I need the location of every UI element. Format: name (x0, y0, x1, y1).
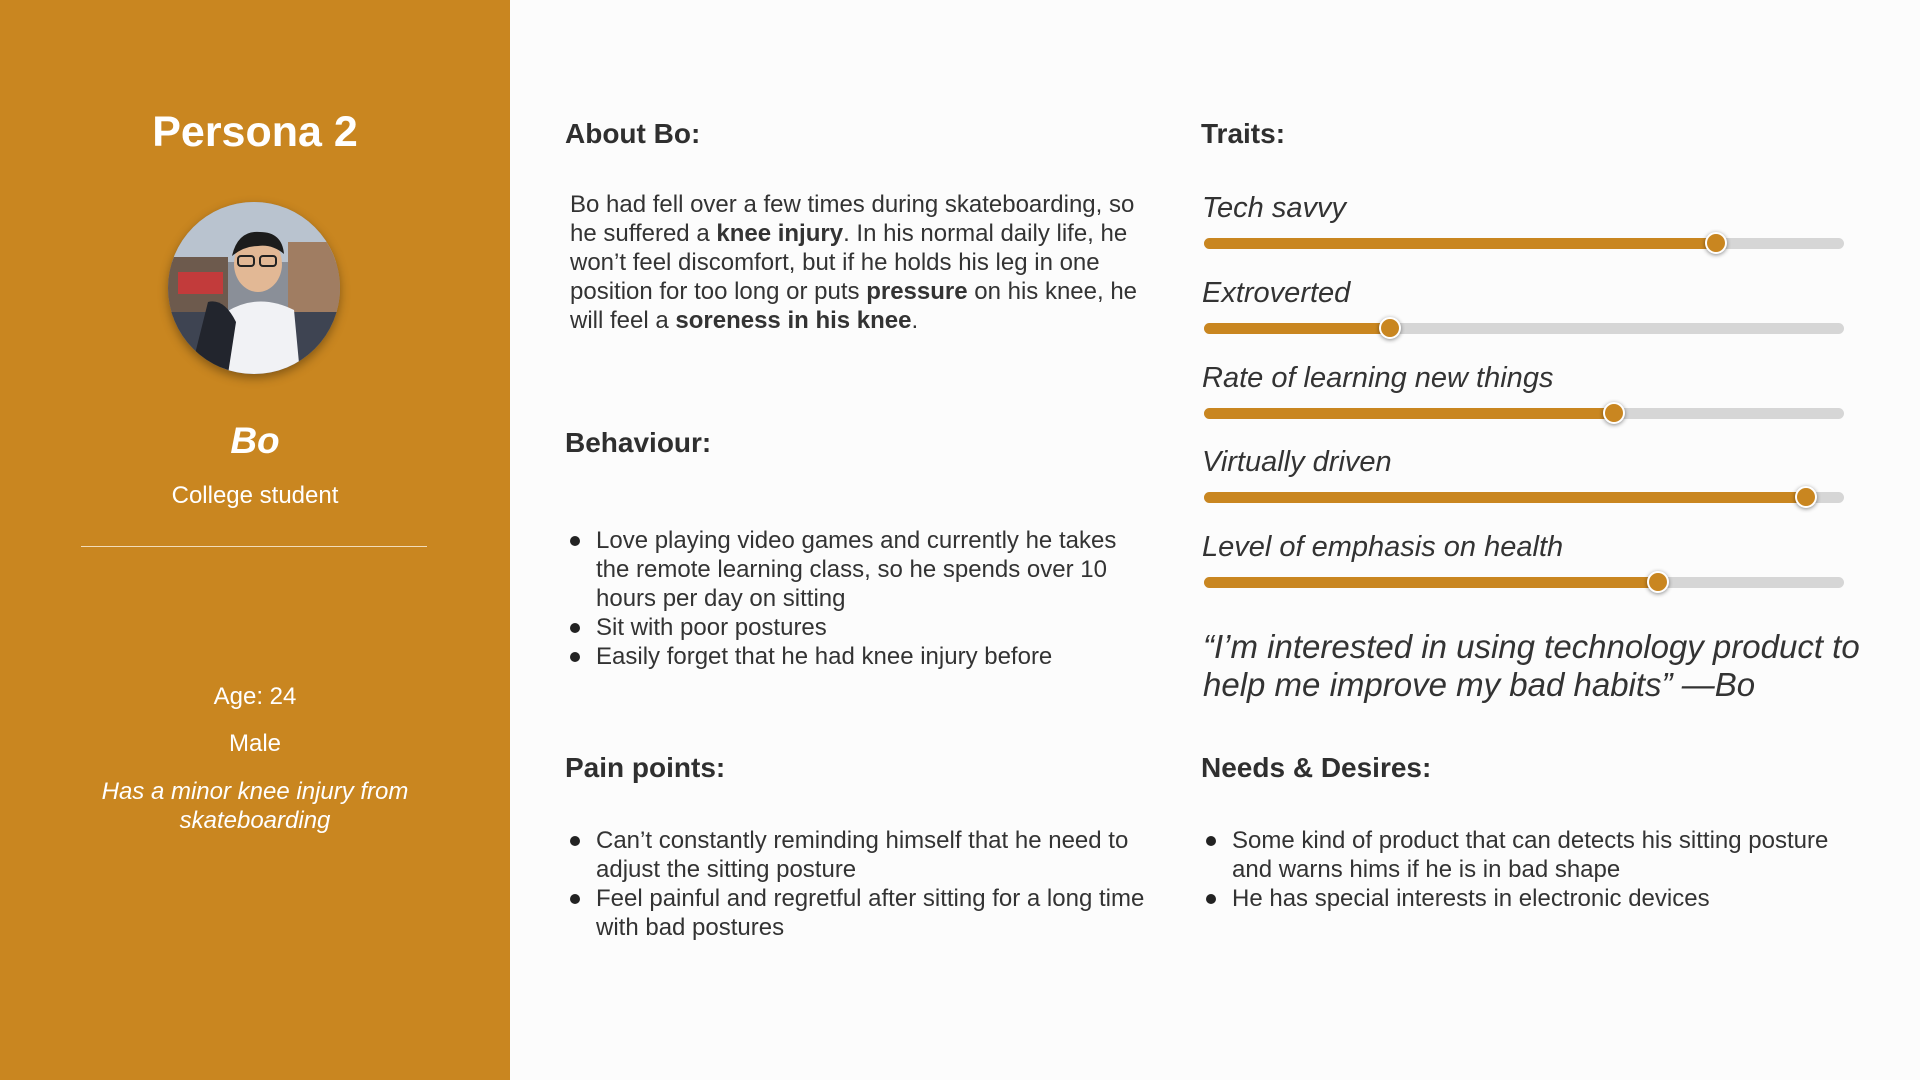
about-text-bold: soreness in his knee (675, 307, 912, 334)
trait-label: Extroverted (1202, 277, 1351, 309)
trait-health-emphasis (1202, 531, 1842, 606)
trait-slider-track (1204, 492, 1844, 503)
trait-label: Virtually driven (1202, 446, 1392, 478)
about-heading: About Bo: (565, 118, 701, 149)
trait-label: Tech savvy (1202, 192, 1346, 224)
persona-title: Persona 2 (152, 108, 358, 156)
behaviour-heading: Behaviour: (565, 427, 712, 458)
needs-heading: Needs & Desires: (1201, 752, 1432, 783)
traits-heading: Traits: (1201, 118, 1286, 149)
trait-slider-track (1204, 408, 1844, 419)
trait-virtually-driven (1202, 446, 1842, 521)
trait-slider-handle[interactable] (1647, 571, 1669, 593)
trait-slider-track (1204, 577, 1844, 588)
about-text-part: on his knee, he will feel a (570, 278, 1138, 334)
trait-slider-fill (1204, 238, 1716, 249)
about-text (570, 190, 1148, 335)
list-item: Sit with poor postures (566, 613, 1156, 642)
persona-name: Bo (230, 420, 280, 461)
list-item: He has special interests in electronic devices (1202, 884, 1862, 913)
trait-slider-handle[interactable] (1795, 486, 1817, 508)
person-photo-icon (168, 202, 340, 374)
trait-slider-track (1204, 238, 1844, 249)
trait-tech-savvy (1202, 192, 1842, 267)
avatar (168, 202, 340, 374)
list-item: Some kind of product that can detects his sitting posture and warns hims if he is in bad shape (1202, 826, 1862, 884)
about-text-part: . In his normal daily life, he won’t feel discomfort, but if he holds his leg in one position for too long or puts (570, 220, 1128, 305)
trait-slider-handle[interactable] (1603, 402, 1625, 424)
trait-slider-track (1204, 323, 1844, 334)
trait-slider-handle[interactable] (1379, 317, 1401, 339)
list-item: Can’t constantly reminding himself that he need to adjust the sitting posture (566, 826, 1166, 884)
pain-points-list (566, 826, 1166, 942)
list-item: Love playing video games and currently he takes the remote learning class, so he spends over 10 hours per day on sitting (566, 526, 1156, 613)
about-text-part: Bo had fell over a few times during skateboarding, so he suffered a (570, 191, 1135, 247)
persona-gender: Male (228, 730, 282, 757)
trait-slider-fill (1204, 577, 1658, 588)
trait-label: Level of emphasis on health (1202, 531, 1564, 563)
persona-role: College student (171, 482, 339, 509)
about-text-bold: pressure (866, 278, 968, 305)
trait-slider-handle[interactable] (1705, 232, 1727, 254)
trait-label: Rate of learning new things (1202, 362, 1554, 394)
persona-quote: “I’m interested in using technology product to help me improve my bad habits” —Bo (1203, 628, 1860, 703)
trait-slider-fill (1204, 323, 1390, 334)
persona-age: Age: 24 (213, 683, 297, 710)
persona-note: Has a minor knee injury from skateboarding (101, 778, 409, 834)
trait-slider-fill (1204, 492, 1806, 503)
pain-points-heading: Pain points: (565, 752, 726, 783)
list-item: Feel painful and regretful after sitting for a long time with bad postures (566, 884, 1166, 942)
trait-slider-fill (1204, 408, 1614, 419)
behaviour-list (566, 526, 1156, 671)
about-text-part: . (911, 307, 919, 334)
trait-learning-rate (1202, 362, 1842, 437)
trait-extroverted (1202, 277, 1842, 352)
divider (81, 546, 427, 547)
about-text-bold: knee injury (716, 220, 844, 247)
needs-list (1202, 826, 1862, 913)
list-item: Easily forget that he had knee injury before (566, 642, 1156, 671)
persona-sidebar (0, 0, 510, 1080)
